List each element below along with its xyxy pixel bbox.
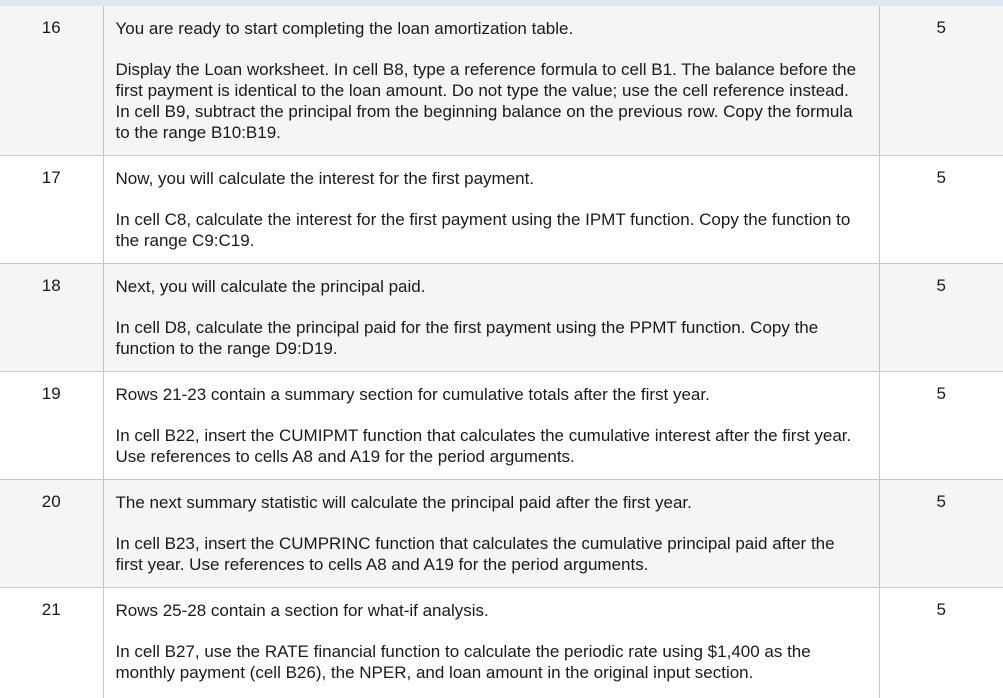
instructions-table: [0, 6, 1003, 698]
table-row: [0, 156, 1003, 264]
step-lead-text: The next summary statistic will calculate the principal paid after the first year.: [116, 492, 867, 513]
step-points: 5: [880, 156, 1003, 188]
step-number-cell: [0, 588, 103, 698]
step-points: 5: [880, 6, 1003, 38]
step-lead-text: Now, you will calculate the interest for the first payment.: [116, 168, 867, 189]
step-points-cell: [879, 6, 1003, 156]
step-number: 18: [0, 264, 103, 296]
step-detail-text: In cell B27, use the RATE financial function to calculate the periodic rate using $1,400 as the monthly payment (cell B26), the NPER, and loan amount in the original input section.: [116, 641, 867, 683]
step-number: 17: [0, 156, 103, 188]
step-lead-text: Rows 25-28 contain a section for what-if analysis.: [116, 600, 867, 621]
step-detail-text: In cell C8, calculate the interest for the first payment using the IPMT function. Copy the function to the range C9:C19.: [116, 209, 867, 251]
step-detail-text: In cell B23, insert the CUMPRINC function that calculates the cumulative principal paid after the first year. Use references to cells A8 and A19 for the period arguments.: [116, 533, 867, 575]
step-detail-text: In cell D8, calculate the principal paid for the first payment using the PPMT function. Copy the function to the range D9:D19.: [116, 317, 867, 359]
step-detail-text: In cell B22, insert the CUMIPMT function that calculates the cumulative interest after the first year. Use references to cells A8 and A19 for the period arguments.: [116, 425, 867, 467]
step-points-cell: [879, 588, 1003, 698]
table-row: [0, 480, 1003, 588]
step-points-cell: [879, 156, 1003, 264]
step-number: 20: [0, 480, 103, 512]
table-row: [0, 264, 1003, 372]
step-number-cell: [0, 6, 103, 156]
step-number-cell: [0, 372, 103, 480]
step-number-cell: [0, 480, 103, 588]
step-points: 5: [880, 264, 1003, 296]
step-number-cell: [0, 156, 103, 264]
step-description-cell: [103, 6, 879, 156]
step-lead-text: Next, you will calculate the principal paid.: [116, 276, 867, 297]
step-lead-text: You are ready to start completing the loan amortization table.: [116, 18, 867, 39]
step-lead-text: Rows 21-23 contain a summary section for cumulative totals after the first year.: [116, 384, 867, 405]
step-detail-text: Display the Loan worksheet. In cell B8, type a reference formula to cell B1. The balance before the first payment is identical to the loan amount. Do not type the value; use the cell reference instead. In cell B9, subtract the principal from the beginning balance on the previous row. Copy the formula to the range B10:B19.: [116, 59, 867, 143]
table-row: [0, 588, 1003, 698]
step-points-cell: [879, 372, 1003, 480]
step-number: 16: [0, 6, 103, 38]
step-number: 21: [0, 588, 103, 620]
step-number: 19: [0, 372, 103, 404]
table-row: [0, 6, 1003, 156]
step-points: 5: [880, 480, 1003, 512]
step-points-cell: [879, 480, 1003, 588]
step-points: 5: [880, 588, 1003, 620]
step-description-cell: [103, 372, 879, 480]
step-points-cell: [879, 264, 1003, 372]
step-number-cell: [0, 264, 103, 372]
step-description-cell: [103, 264, 879, 372]
step-description-cell: [103, 480, 879, 588]
step-points: 5: [880, 372, 1003, 404]
table-row: [0, 372, 1003, 480]
step-description-cell: [103, 588, 879, 698]
step-description-cell: [103, 156, 879, 264]
